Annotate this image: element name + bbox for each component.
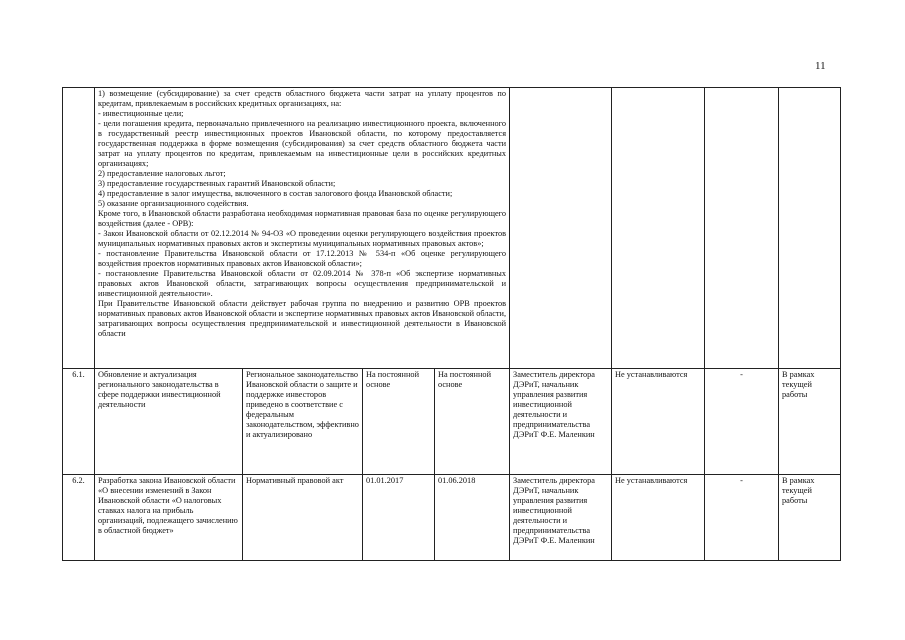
intro-row — [63, 88, 841, 369]
intro-paragraph: - цели погашения кредита, первоначально привлеченного на реализацию инвестиционного проекта, включенного в государственный реестр инвестиционных проектов Ивановской области, по которому предоставляется государственная поддержка в форме возмещения (субсидирования) за счет средств областного бюджета части затрат на уплату процентов по кредитам, привлекаемым на инвестиционные цели в российских кредитных организациях; — [98, 119, 507, 168]
intro-paragraph: - постановление Правительства Ивановской области от 17.12.2013 № 534-п «Об оценке регулирующего воздействия проектов нормативных правовых актов Ивановской области»; — [98, 249, 507, 268]
row-source: В рамках текущей работы — [779, 369, 841, 475]
page-number: 11 — [815, 60, 826, 72]
row-event-name: Обновление и актуализация регионального законодательства в сфере поддержки инвестиционной деятельности — [95, 369, 243, 475]
intro-empty-cell — [510, 88, 612, 369]
intro-paragraph: 2) предоставление налоговых льгот; — [98, 169, 226, 178]
intro-paragraph: При Правительстве Ивановской области действует рабочая группа по внедрению и развитию ОРВ проектов нормативных правовых актов Ивановской области и экспертизе нормативных правовых актов Ивановской области, затрагивающих вопросы осуществления предпринимательской и инвестиционной деятельности в Ивановской области — [98, 299, 507, 338]
intro-text-cell — [95, 88, 510, 369]
intro-empty-cell — [612, 88, 705, 369]
row-amount: - — [705, 475, 779, 561]
row-amount: - — [705, 369, 779, 475]
row-end-date: На постоянной основе — [435, 369, 510, 475]
intro-empty-cell — [705, 88, 779, 369]
intro-paragraph: - Закон Ивановской области от 02.12.2014 № 94-ОЗ «О проведении оценки регулирующего воздействия проектов муниципальных нормативных правовых актов и экспертизы муниципальных нормативных правовых актов»; — [98, 229, 507, 248]
row-end-date: 01.06.2018 — [435, 475, 510, 561]
row-responsible: Заместитель директора ДЭРиТ, начальник управления развития инвестиционной деятельности и предпринимательства ДЭРиТ Ф.Е. Маленкин — [510, 369, 612, 475]
intro-paragraph: 3) предоставление государственных гарантий Ивановской области; — [98, 179, 336, 188]
row-source: В рамках текущей работы — [779, 475, 841, 561]
row-start-date: На постоянной основе — [363, 369, 435, 475]
row-responsible: Заместитель директора ДЭРиТ, начальник управления развития инвестиционной деятельности и предпринимательства ДЭРиТ Ф.Е. Маленкин — [510, 475, 612, 561]
intro-paragraph: 5) оказание организационного содействия. — [98, 199, 249, 208]
intro-paragraph: 4) предоставление в залог имущества, включенного в состав залогового фонда Ивановской области; — [98, 189, 453, 198]
intro-paragraph: Кроме того, в Ивановской области разработана необходимая нормативная правовая база по оценке регулирующего воздействия (далее - ОРВ): — [98, 209, 507, 228]
row-start-date: 01.01.2017 — [363, 475, 435, 561]
row-event-name: Разработка закона Ивановской области «О внесении изменений в Закон Ивановской области «О налоговых ставках налога на прибыль организаций, подлежащего зачислению в областной бюджет» — [95, 475, 243, 561]
intro-empty-cell — [779, 88, 841, 369]
intro-paragraph: - постановление Правительства Ивановской области от 02.09.2014 № 378-п «Об экспертизе нормативных правовых актов Ивановской области, затрагивающих вопросы осуществления предпринимательской и инвестиционной деятельности». — [98, 269, 507, 298]
intro-paragraph: 1) возмещение (субсидирование) за счет средств областного бюджета части затрат на уплату процентов по кредитам, привлекаемым в российских кредитных организациях, на: — [98, 89, 507, 108]
intro-paragraph: - инвестиционные цели; — [98, 109, 184, 118]
row-result: Региональное законодательство Ивановской области о защите и поддержке инвесторов приведено в соответствие с федеральным законодательством, эффективно и актуализировано — [243, 369, 363, 475]
row-number: 6.2. — [63, 475, 95, 561]
table-row — [63, 475, 841, 561]
row-number: 6.1. — [63, 369, 95, 475]
row-funding: Не устанавливаются — [612, 369, 705, 475]
table-row — [63, 369, 841, 475]
row-result: Нормативный правовой акт — [243, 475, 363, 561]
intro-num-cell — [63, 88, 95, 369]
row-funding: Не устанавливаются — [612, 475, 705, 561]
document-table — [62, 87, 841, 561]
